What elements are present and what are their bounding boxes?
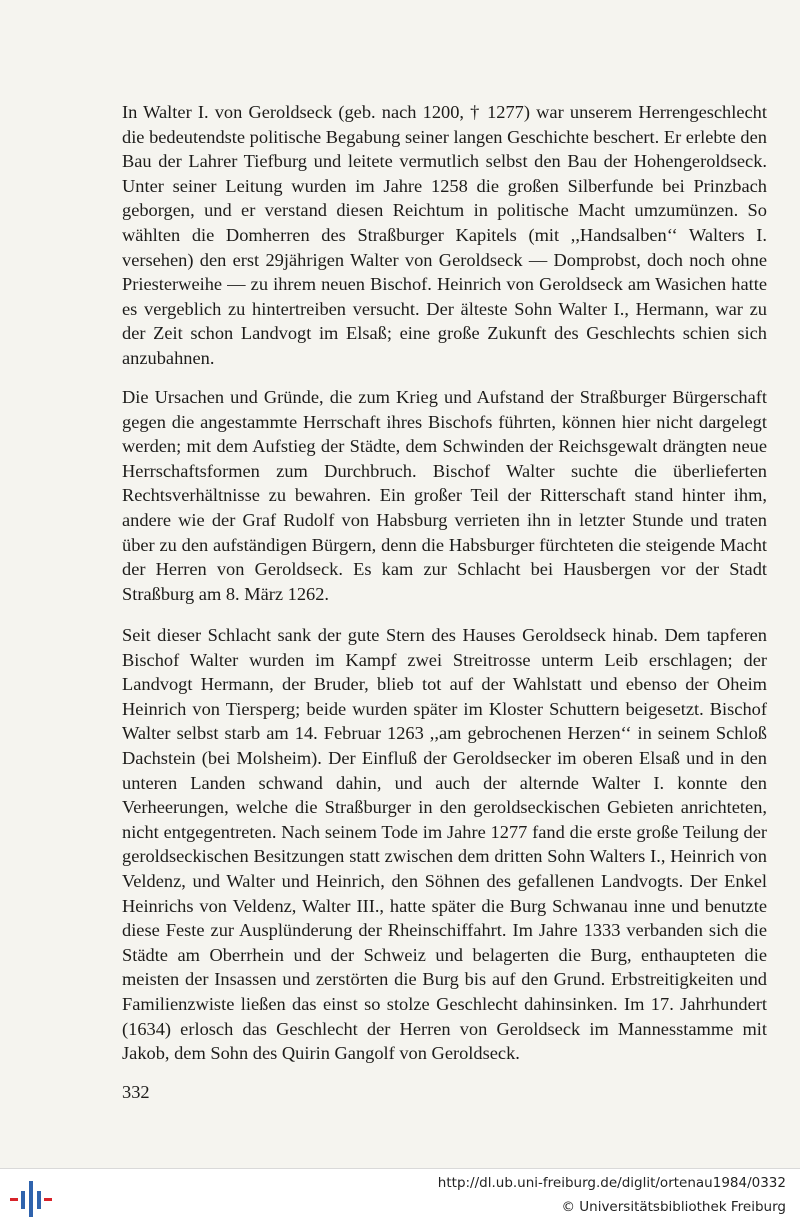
body-paragraph-3: Seit dieser Schlacht sank der gute Stern des Hauses Geroldseck hinab. Dem tapferen Bischof Walter wurden im Kampf zwei Streitrosse unterm Leib erschlagen; der Landvogt Hermann, der Bruder, blieb tot auf der Wahlstatt und ebenso der Oheim Heinrich von Tiersperg; beide wurden später im Kloster Schuttern beigesetzt. Bischof Walter selbst starb am 14. Februar 1263 ,,am gebrochenen Herzen‘‘ in seinem Schloß Dachstein (bei Molsheim). Der Einfluß der Geroldsecker im oberen Elsaß und in den unteren Landen schwand dahin, und auch der alternde Walter I. konnte den Verheerungen, welche die Straßburger in den geroldseckischen Gebieten anrichteten, nicht entgegentreten. Nach seinem Tode im Jahre 1277 fand die erste große Teilung der geroldseckischen Besitzungen statt zwischen dem dritten Sohn Walters I., Heinrich von Veldenz, und Walter und Heinrich, den Söhnen des gefallenen Landvogts. Der Enkel Heinrichs von Veldenz, Walter III., hatte später die Burg Schwanau inne und benutzte diese Feste zur Ausplünderung der Rheinschiffahrt. Im Jahre 1333 verbanden sich die Städte am Oberrhein und der Schweiz und belagerten die Burg, enthaupteten die meisten der Insassen und zerstörten die Burg bis auf den Grund. Erbstreitigkeiten und Familienzwiste ließen das einst so stolze Geschlecht dahinsinken. Im 17. Jahrhundert (1634) erlosch das Geschlecht der Herren von Geroldseck im Mannesstamme mit Jakob, dem Sohn des Quirin Gangolf von Geroldseck. (122, 625, 767, 1064)
university-library-logo-icon (8, 1179, 54, 1219)
copyright-notice: © Universitätsbibliothek Freiburg (561, 1199, 786, 1215)
source-url-link[interactable]: http://dl.ub.uni-freiburg.de/diglit/ortenau1984/0332 (437, 1175, 786, 1191)
body-paragraph-1: In Walter I. von Geroldseck (geb. nach 1200, † 1277) war unserem Herrengeschlecht die bedeutendste politische Begabung seiner langen Geschichte beschert. Er erlebte den Bau der Lahrer Tiefburg und leitete vermutlich selbst den Bau der Hohengeroldseck. Unter seiner Leitung wurden im Jahre 1258 die großen Silberfunde bei Prinzbach geborgen, und er verstand diesen Reichtum in politische Macht umzumünzen. So wählten die Domherren des Straßburger Kapitels (mit ,,Handsalben‘‘ Walters I. versehen) den erst 29jährigen Walter von Geroldseck — Domprobst, doch noch ohne Priesterweihe — zu ihrem neuen Bischof. Heinrich von Geroldseck am Wasichen hatte es vergeblich zu hintertreiben versucht. Der älteste Sohn Walter I., Hermann, war zu der Zeit schon Landvogt im Elsaß; eine große Zukunft des Geschlechts schien sich anzubahnen. (122, 102, 767, 368)
viewer-footer (0, 1168, 800, 1225)
body-paragraph-2: Die Ursachen und Gründe, die zum Krieg und Aufstand der Straßburger Bürgerschaft gegen die angestammte Herrschaft ihres Bischofs führten, können hier nicht dargelegt werden; mit dem Aufstieg der Städte, dem Schwinden der Reichsgewalt drängten neue Herrschaftsformen zum Durchbruch. Bischof Walter suchte die überlieferten Rechtsverhältnisse zu bewahren. Ein großer Teil der Ritterschaft stand hinter ihm, andere wie der Graf Rudolf von Habsburg verrieten ihn in letzter Stunde und traten über zu den aufständigen Bürgern, denn die Habsburger fürchteten die steigende Macht der Herren von Geroldseck. Es kam zur Schlacht bei Hausbergen vor der Stadt Straßburg am 8. März 1262. (122, 387, 767, 604)
page-number: 332 (122, 1082, 150, 1102)
